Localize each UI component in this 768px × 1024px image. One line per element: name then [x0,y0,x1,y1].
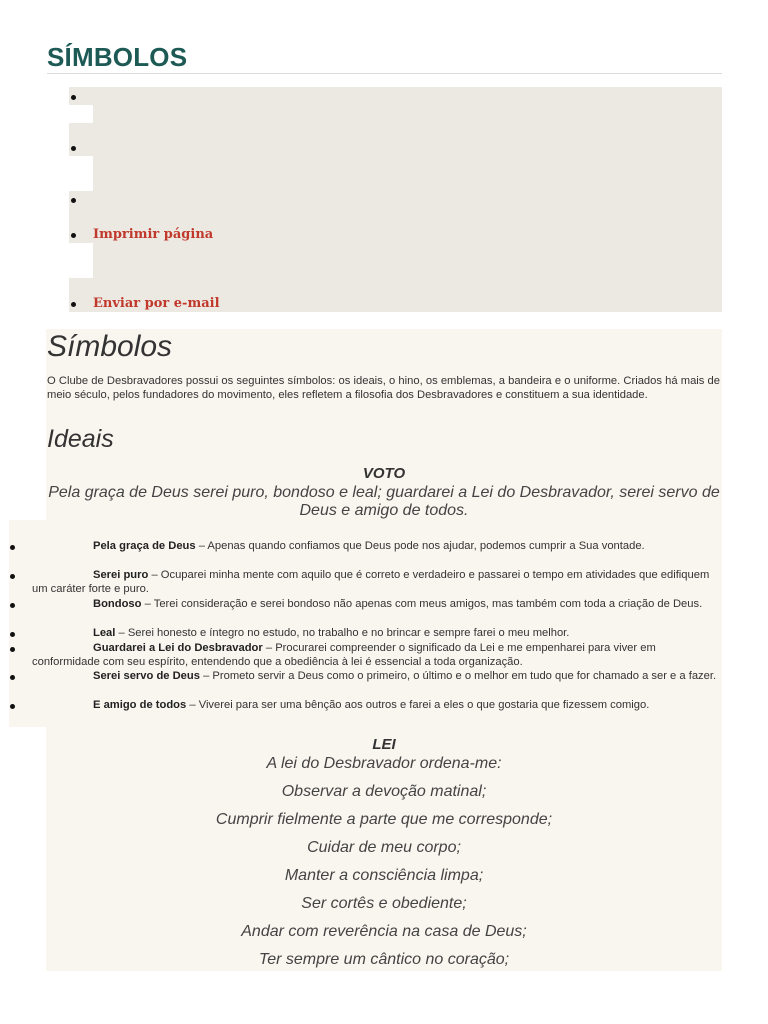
voto-label: VOTO [362,465,406,482]
ideal-item [32,669,722,683]
bullet-icon [10,632,15,637]
title-divider [47,73,722,74]
bullet-icon [71,233,76,238]
intro-paragraph: O Clube de Desbravadores possui os seguintes símbolos: os ideais, o hino, os emblemas, a bandeira e o uniforme. Criados há mais de meio século, pelos fundadores do movimento, eles refletem a filosofia dos Desbravadores e constituem a sua identidade. [47,375,720,401]
ideal-term: Guardarei a Lei do Desbravador [93,642,263,654]
ideal-item [32,641,722,669]
bullet-icon [10,704,15,709]
bullet-icon [71,95,76,100]
ideal-text: – Ocuparei minha mente com aquilo que é correto e verdadeiro e passarei o tempo em atividades que edifiquem um caráter forte e puro. [32,569,710,595]
print-page-link[interactable]: Imprimir página [93,227,214,242]
page-title: SÍMBOLOS [47,42,188,72]
lei-item: Cumprir fielmente a parte que me corresponde; [215,811,553,828]
ideal-text: – Serei honesto e íntegro no estudo, no trabalho e no brincar e sempre farei o meu melhor. [115,627,570,639]
ideal-text: – Procurarei compreender o significado da Lei e me empenharei para viver em conformidade com seu espírito, entendendo que a obediência à lei é essencial a toda organização. [32,642,656,668]
ideal-term: E amigo de todos [93,699,187,711]
lei-item: Ter sempre um cântico no coração; [258,951,510,968]
lei-item: Observar a devoção matinal; [281,783,487,800]
lei-item: Manter a consciência limpa; [284,867,484,884]
bullet-icon [10,647,15,652]
bullet-icon [71,198,76,203]
content-heading: Símbolos [47,330,173,363]
bullet-icon [10,603,15,608]
lei-intro: A lei do Desbravador ordena-me: [266,755,502,772]
ideal-item [32,539,722,553]
ideal-term: Serei servo de Deus [93,670,200,682]
ideal-term: Leal [93,627,116,639]
share-button-placeholder[interactable] [69,243,93,278]
ideal-item [32,698,722,712]
bullet-icon [10,675,15,680]
ideal-text: – Apenas quando confiamos que Deus pode nos ajudar, podemos cumprir a Sua vontade. [195,540,645,552]
bullet-icon [10,574,15,579]
ideal-text: – Terei consideração e serei bondoso não apenas com meus amigos, mas também com toda a criação de Deus. [141,598,703,610]
bullet-icon [71,302,76,307]
ideais-heading: Ideais [47,425,114,453]
ideal-text: – Prometo servir a Deus como o primeiro, o último e o melhor em tudo que for chamado a ser e a fazer. [199,670,717,682]
share-button-placeholder[interactable] [69,105,93,123]
lei-item: Ser cortês e obediente; [301,895,467,912]
voto-text: Pela graça de Deus serei puro, bondoso e leal; guardarei a Lei do Desbravador, serei servo de Deus e amigo de todos. [48,484,720,519]
email-link[interactable]: Enviar por e-mail [93,296,220,311]
ideal-item [32,626,722,640]
ideal-item [32,597,722,611]
ideal-term: Bondoso [93,598,142,610]
ideal-term: Serei puro [93,569,149,581]
ideal-item [32,568,722,596]
lei-item: Andar com reverência na casa de Deus; [241,923,527,940]
bullet-icon [71,146,76,151]
lei-label: LEI [372,736,396,753]
share-toolbar [69,87,722,312]
bullet-icon [10,545,15,550]
share-button-placeholder[interactable] [69,156,93,191]
lei-item: Cuidar de meu corpo; [307,839,461,856]
ideal-text: – Viverei para ser uma bênção aos outros e farei a eles o que gostaria que fizessem comigo. [186,699,650,711]
ideal-term: Pela graça de Deus [93,540,196,552]
